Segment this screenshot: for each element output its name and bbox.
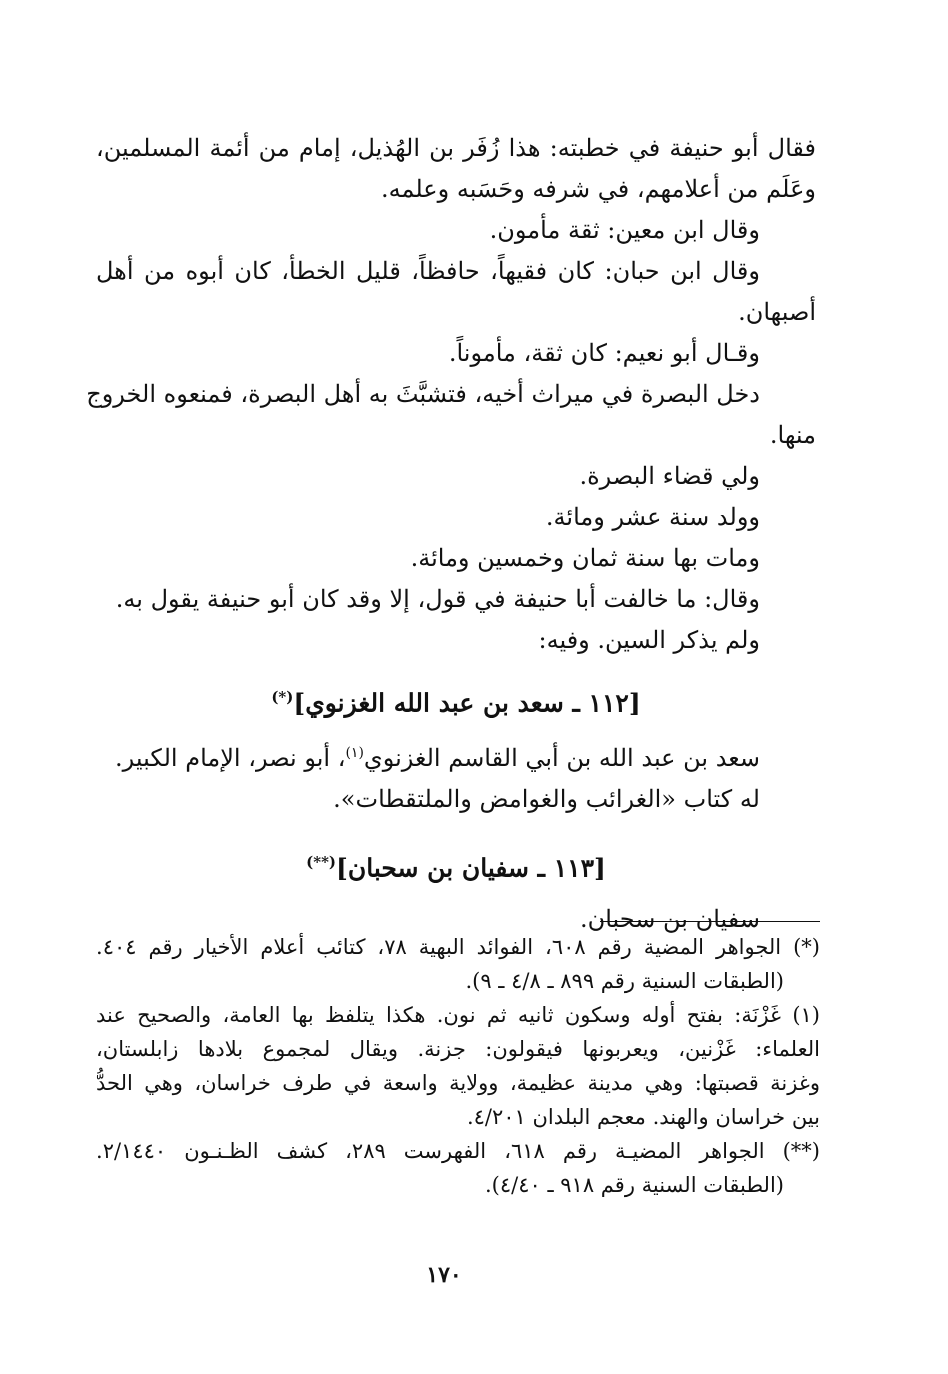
body-line: منها.: [769, 421, 816, 449]
footnote-line: (**) الجواهر المضيـة رقم ٦١٨، الفهرست ٢٨٩، كشف الظـنـون ٢/١٤٤٠.: [96, 1139, 820, 1163]
entry-112-line: [96, 733, 816, 779]
footnote-line: (*) الجواهر المضية رقم ٦٠٨، الفوائد البهية ٧٨، كتائب أعلام الأخيار رقم ٤٠٤.: [96, 935, 820, 959]
footnotes: [96, 930, 820, 1202]
footnote-mark: (*): [271, 688, 294, 706]
entry-112-text-cont: ، أبو نصر، الإمام الكبير.: [114, 744, 346, 773]
body-line: أصبهان.: [738, 298, 816, 326]
entry-113-line: سفيان بن سحبان.: [579, 904, 760, 933]
body-line: ومات بها سنة ثمان وخمسين ومائة.: [410, 544, 760, 572]
footnote-line: (١) غَزْنَة: بفتح أوله وسكون ثانيه ثم نون. هكذا يتلفظ بها العامة، والصحيح عند: [96, 1003, 820, 1027]
body-line: وولد سنة عشر ومائة.: [545, 503, 760, 531]
body-line: دخل البصرة في ميراث أخيه، فتشبَّثَ به أهل البصرة، فمنعوه الخروج: [86, 380, 760, 408]
footnote-mark: (**): [306, 853, 337, 872]
entry-112-heading-text: [١١٢ ـ سعد بن عبد الله الغزنوي]: [293, 688, 641, 718]
body-line: فقال أبو حنيفة في خطبته: هذا زُفَر بن الهُذيل، إمام من أئمة المسلمين،: [96, 134, 816, 162]
main-text: [86, 128, 816, 940]
body-line: وقـال أبو نعيم: كان ثقة، مأموناً.: [448, 339, 760, 367]
body-line: وقال ابن حبان: كان فقيهاً، حافظاً، قليل الخطأ، كان أبوه من أهل: [96, 257, 760, 285]
footnote-line: (الطبقات السنية رقم ٨٩٩ ـ ٤/٨ ـ ٩).: [465, 969, 784, 993]
body-line: وقال ابن معين: ثقة مأمون.: [489, 216, 760, 244]
body-line: ولم يذكر السين. وفيه:: [538, 626, 760, 654]
entry-112-line: له كتاب «الغرائب والغوامض والملتقطات».: [333, 785, 760, 814]
footnote-line: وغزنة قصبتها: وهي مدينة عظيمة، وولاية واسعة في طرف خراسان، وهي الحدُّ: [96, 1071, 820, 1095]
footnote-line: بين خراسان والهند. معجم البلدان ٤/٢٠١.: [466, 1105, 820, 1129]
entry-112-heading: [96, 677, 816, 723]
footnote-line: (الطبقات السنية رقم ٩١٨ ـ ٤/٤٠).: [484, 1173, 784, 1197]
entry-113-heading-text: [١١٣ ـ سفيان بن سحبان]: [336, 853, 606, 883]
footnote-divider: [600, 921, 820, 922]
body-line: وعَلَم من أعلامهم، في شرفه وحَسَبه وعلمه.: [380, 175, 816, 203]
body-line: ولي قضاء البصرة.: [579, 462, 760, 490]
entry-113-heading: [96, 842, 816, 888]
entry-112-text: سعد بن عبد الله بن أبي القاسم الغزنوي: [363, 744, 760, 773]
page-number: ١٧٠: [426, 1262, 462, 1288]
footnote-ref: (١): [345, 745, 364, 762]
body-line: وقال: ما خالفت أبا حنيفة في قول، إلا وقد كان أبو حنيفة يقول به.: [115, 585, 760, 613]
footnote-line: العلماء: غَزْنين، ويعربونها فيقولون: جزنة. ويقال لمجموع بلادها زابلستان،: [96, 1037, 820, 1061]
